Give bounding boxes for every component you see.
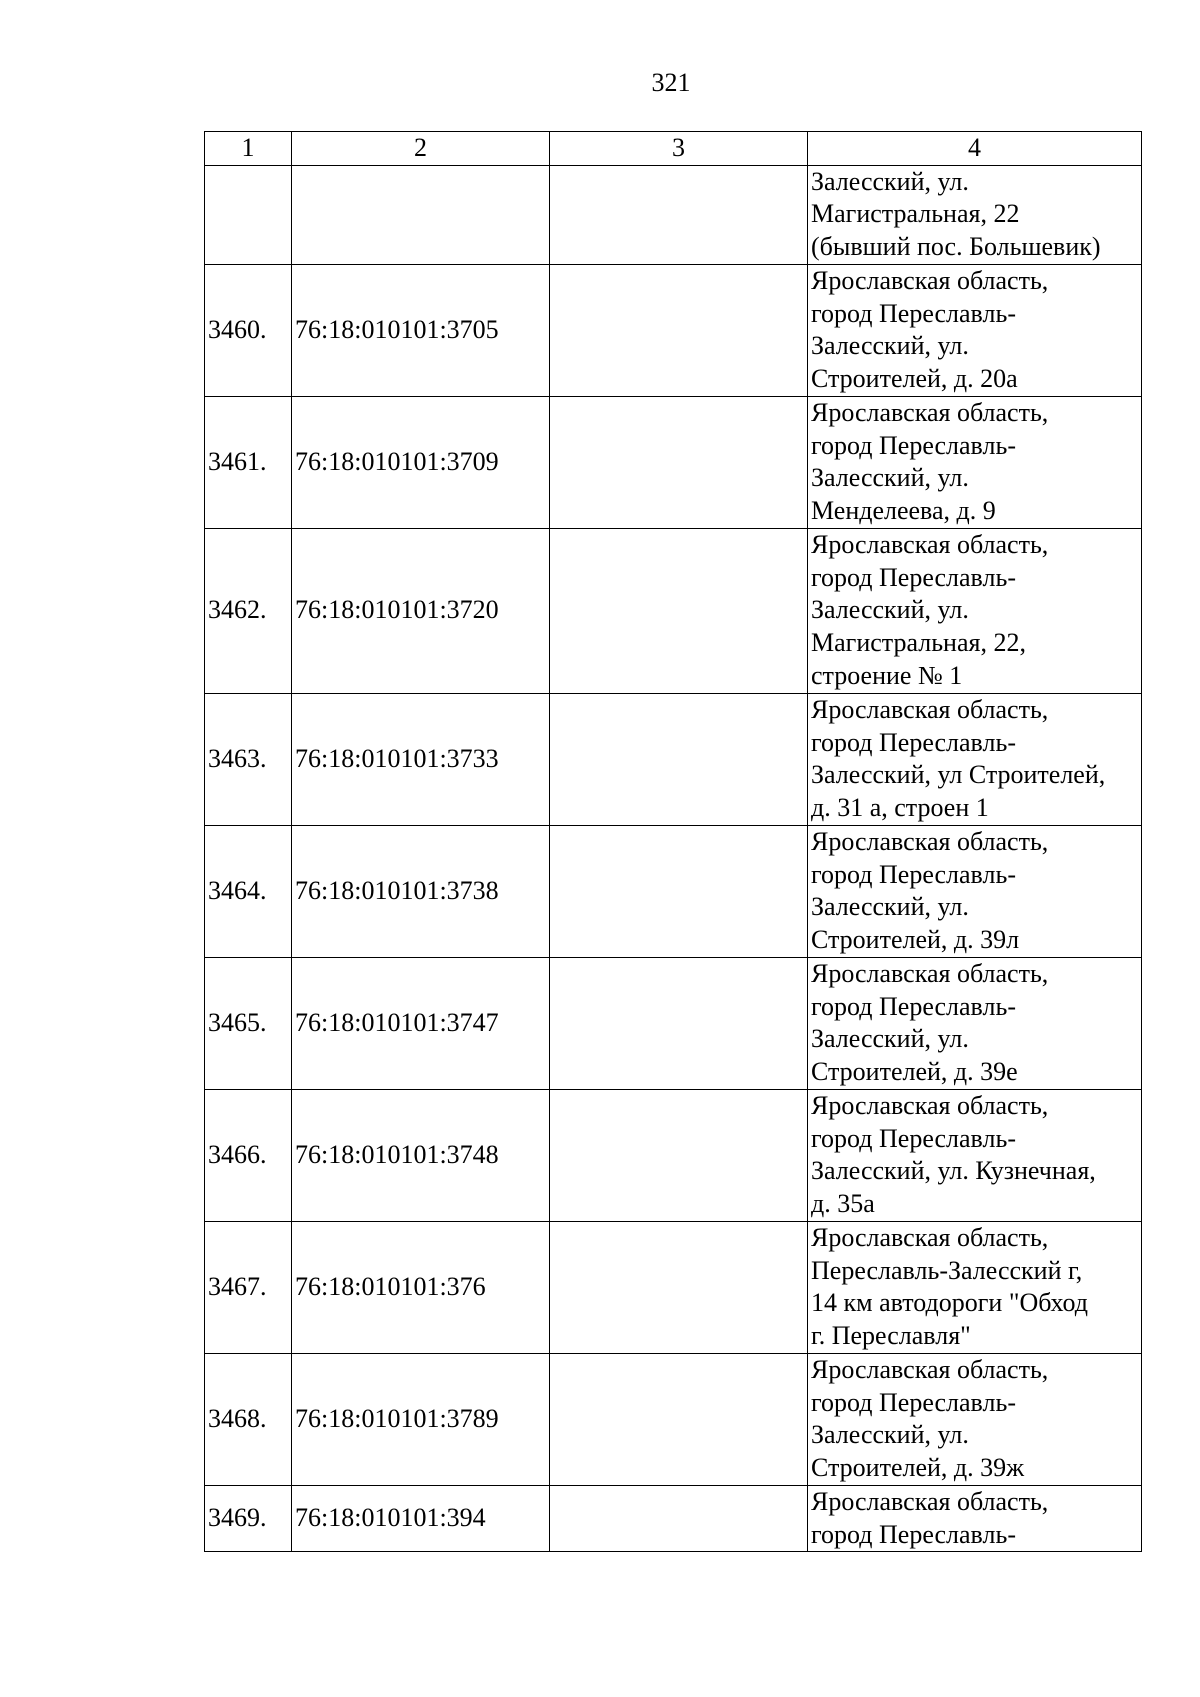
address-cell <box>808 1221 1142 1353</box>
table-row <box>205 1353 1142 1485</box>
address-line: Строителей, д. 39л <box>811 924 1020 954</box>
address-cell <box>808 1485 1142 1551</box>
address-line: город Переславль- <box>811 1519 1016 1549</box>
address-cell <box>808 1353 1142 1485</box>
column-header-2: 2 <box>292 132 550 166</box>
column-3-cell <box>550 264 808 396</box>
address-line: город Переславль- <box>811 727 1016 757</box>
column-header-3: 3 <box>550 132 808 166</box>
address-line: Строителей, д. 39е <box>811 1056 1018 1086</box>
page-number <box>0 68 1200 98</box>
address-line: (бывший пос. Большевик) <box>811 232 1101 262</box>
address-line: г. Переславля" <box>811 1320 971 1350</box>
address-line: Магистральная, 22, <box>811 627 1026 657</box>
address-line: Залесский, ул. <box>811 1420 969 1450</box>
table-row <box>205 165 1142 264</box>
row-number-cell: 3463. <box>205 693 292 825</box>
address-cell <box>808 264 1142 396</box>
row-number-cell: 3461. <box>205 396 292 528</box>
address-line: Строителей, д. 20а <box>811 363 1018 393</box>
cadastral-number-cell: 76:18:010101:3705 <box>292 264 550 396</box>
address-line: Залесский, ул. <box>811 463 969 493</box>
address-line: Залесский, ул. <box>811 331 969 361</box>
address-line: Залесский, ул. <box>811 1024 969 1054</box>
cadastral-number-cell: 76:18:010101:3748 <box>292 1089 550 1221</box>
address-cell <box>808 396 1142 528</box>
address-line: город Переславль- <box>811 991 1016 1021</box>
table-row <box>205 693 1142 825</box>
column-3-cell <box>550 1221 808 1353</box>
cadastral-number-cell: 76:18:010101:394 <box>292 1485 550 1551</box>
address-line: город Переславль- <box>811 430 1016 460</box>
table-body <box>205 165 1142 1552</box>
row-number-cell <box>205 165 292 264</box>
address-line: Ярославская область, <box>811 1486 1049 1516</box>
address-cell <box>808 1089 1142 1221</box>
cadastral-number-cell: 76:18:010101:3720 <box>292 528 550 693</box>
address-line: Ярославская область, <box>811 265 1049 295</box>
row-number-cell: 3460. <box>205 264 292 396</box>
address-line: город Переславль- <box>811 859 1016 889</box>
address-cell <box>808 693 1142 825</box>
address-line: Ярославская область, <box>811 826 1049 856</box>
column-3-cell <box>550 1089 808 1221</box>
address-line: строение № 1 <box>811 660 963 690</box>
address-line: Ярославская область, <box>811 1090 1049 1120</box>
address-line: Ярославская область, <box>811 1354 1049 1384</box>
address-line: Менделеева, д. 9 <box>811 495 996 525</box>
table-row <box>205 528 1142 693</box>
row-number-cell: 3468. <box>205 1353 292 1485</box>
address-line: 14 км автодороги "Обход <box>811 1288 1088 1318</box>
address-line: Залесский, ул. <box>811 166 969 196</box>
address-line: Залесский, ул. <box>811 595 969 625</box>
register-table <box>204 131 1142 1552</box>
address-line: Магистральная, 22 <box>811 199 1020 229</box>
column-3-cell <box>550 528 808 693</box>
address-line: Залесский, ул. Кузнечная, <box>811 1156 1096 1186</box>
address-cell <box>808 825 1142 957</box>
address-line: Ярославская область, <box>811 397 1049 427</box>
row-number-cell: 3469. <box>205 1485 292 1551</box>
address-line: Строителей, д. 39ж <box>811 1452 1025 1482</box>
row-number-cell: 3467. <box>205 1221 292 1353</box>
address-cell <box>808 957 1142 1089</box>
address-cell <box>808 528 1142 693</box>
address-line: город Переславль- <box>811 1123 1016 1153</box>
page-number-text: 321 <box>651 68 691 97</box>
address-line: Переславль-Залесский г, <box>811 1255 1083 1285</box>
table-row <box>205 825 1142 957</box>
address-line: город Переславль- <box>811 298 1016 328</box>
column-3-cell <box>550 825 808 957</box>
table-row <box>205 1485 1142 1551</box>
row-number-cell: 3465. <box>205 957 292 1089</box>
table-row <box>205 264 1142 396</box>
cadastral-number-cell: 76:18:010101:376 <box>292 1221 550 1353</box>
row-number-cell: 3464. <box>205 825 292 957</box>
header-row <box>205 132 1142 166</box>
cadastral-number-cell: 76:18:010101:3738 <box>292 825 550 957</box>
table-row <box>205 1221 1142 1353</box>
address-line: Залесский, ул Строителей, <box>811 760 1106 790</box>
address-line: город Переславль- <box>811 562 1016 592</box>
column-3-cell <box>550 1485 808 1551</box>
address-line: Ярославская область, <box>811 1222 1049 1252</box>
column-3-cell <box>550 1353 808 1485</box>
address-line: Ярославская область, <box>811 694 1049 724</box>
address-line: Ярославская область, <box>811 958 1049 988</box>
column-header-4: 4 <box>808 132 1142 166</box>
table-row <box>205 1089 1142 1221</box>
address-cell <box>808 165 1142 264</box>
column-3-cell <box>550 957 808 1089</box>
cadastral-number-cell: 76:18:010101:3709 <box>292 396 550 528</box>
cadastral-number-cell: 76:18:010101:3789 <box>292 1353 550 1485</box>
address-line: Ярославская область, <box>811 529 1049 559</box>
cadastral-number-cell <box>292 165 550 264</box>
cadastral-number-cell: 76:18:010101:3747 <box>292 957 550 1089</box>
table-row <box>205 396 1142 528</box>
column-3-cell <box>550 693 808 825</box>
row-number-cell: 3462. <box>205 528 292 693</box>
row-number-cell: 3466. <box>205 1089 292 1221</box>
column-3-cell <box>550 396 808 528</box>
address-line: д. 31 а, строен 1 <box>811 792 989 822</box>
address-line: город Переславль- <box>811 1387 1016 1417</box>
table-row <box>205 957 1142 1089</box>
address-line: Залесский, ул. <box>811 892 969 922</box>
column-3-cell <box>550 165 808 264</box>
column-header-1: 1 <box>205 132 292 166</box>
address-line: д. 35а <box>811 1188 875 1218</box>
cadastral-number-cell: 76:18:010101:3733 <box>292 693 550 825</box>
